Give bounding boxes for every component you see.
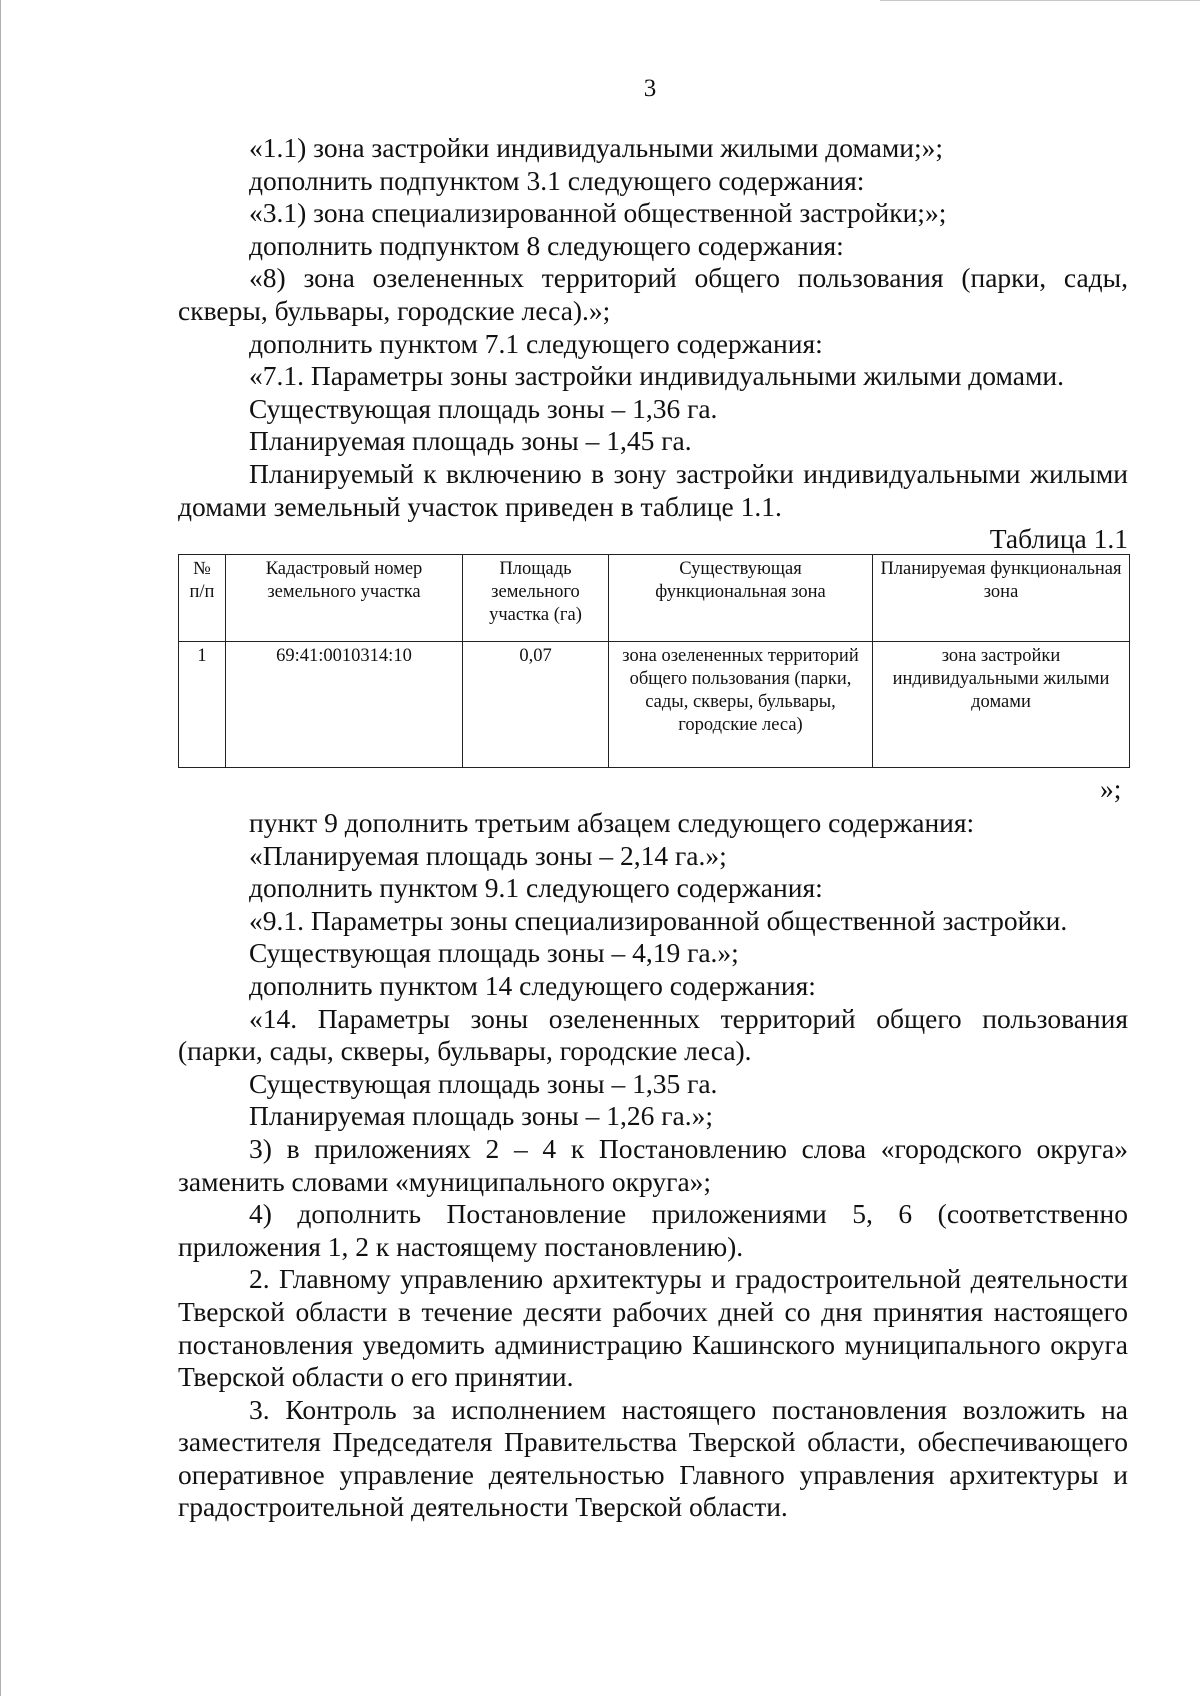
table-cell: 1 [179, 642, 226, 768]
table-cell: 69:41:0010314:10 [226, 642, 463, 768]
text-block-bottom [178, 807, 1128, 1524]
paragraph: Планируемая площадь зоны – 1,26 га.»; [249, 1100, 714, 1132]
paragraph: 3. Контроль за исполнением настоящего постановления возложить на заместителя Председателя Правительства Тверской области, обеспечивающего оперативное управление деятельностью Главного управления архитектуры и градостроительной деятельности Тверской области. [178, 1393, 1128, 1523]
paragraph: 2. Главному управлению архитектуры и градостроительной деятельности Тверской области в течение десяти рабочих дней со дня принятия настоящего постановления уведомить администрацию Кашинского муниципального округа Тверской области о его принятии. [178, 1263, 1128, 1393]
paragraph: «Планируемая площадь зоны – 2,14 га.»; [249, 839, 727, 871]
paragraph: дополнить пунктом 7.1 следующего содержания: [249, 327, 823, 359]
paragraph: «3.1) зона специализированной общественной застройки;»; [249, 197, 947, 229]
table-cell: зона застройки индивидуальными жилыми домами [873, 642, 1130, 768]
page-top-line [880, 0, 1200, 1]
paragraph: 4) дополнить Постановление приложениями 5, 6 (соответственно приложения 1, 2 к настоящему постановлению). [178, 1198, 1128, 1262]
paragraph: Планируемая площадь зоны – 1,45 га. [249, 425, 692, 457]
table-caption: Таблица 1.1 [989, 523, 1128, 555]
page-number: 3 [643, 75, 657, 102]
paragraph: «1.1) зона застройки индивидуальными жилыми домами;»; [249, 132, 944, 163]
paragraph: дополнить пунктом 14 следующего содержания: [249, 969, 816, 1001]
closing-quote: »; [1100, 773, 1122, 804]
table-cell: зона озелененных территорий общего пользования (парки, сады, скверы, бульвары, городские леса) [609, 642, 873, 768]
paragraph: «7.1. Параметры зоны застройки индивидуальными жилыми домами. [249, 360, 1064, 392]
column-header: № п/п [179, 555, 226, 642]
paragraph: Существующая площадь зоны – 1,35 га. [249, 1067, 718, 1099]
page-edge-line [0, 0, 1, 1696]
land-plot-table [178, 554, 1130, 768]
table-row [179, 642, 1130, 768]
paragraph: «9.1. Параметры зоны специализированной общественной застройки. [249, 904, 1068, 936]
paragraph: пункт 9 дополнить третьим абзацем следующего содержания: [249, 807, 975, 838]
paragraph: Планируемый к включению в зону застройки индивидуальными жилыми домами земельный участок приведен в таблице 1.1. [178, 457, 1128, 522]
column-header: Существующая функциональная зона [609, 555, 873, 642]
paragraph: дополнить пунктом 9.1 следующего содержания: [249, 872, 823, 904]
table-cell: 0,07 [463, 642, 609, 768]
text-block-top [178, 132, 1128, 556]
table-header-row [179, 555, 1130, 642]
column-header: Площадь земельного участка (га) [463, 555, 609, 642]
paragraph: «14. Параметры зоны озелененных территорий общего пользования (парки, сады, скверы, бульвары, городские леса). [178, 1002, 1128, 1067]
paragraph: Существующая площадь зоны – 1,36 га. [249, 392, 718, 424]
column-header: Кадастровый номер земельного участка [226, 555, 463, 642]
paragraph: Существующая площадь зоны – 4,19 га.»; [249, 937, 739, 969]
paragraph: «8) зона озелененных территорий общего пользования (парки, сады, скверы, бульвары, городские леса).»; [178, 262, 1128, 326]
paragraph: дополнить подпунктом 8 следующего содержания: [249, 229, 844, 261]
paragraph: 3) в приложениях 2 – 4 к Постановлению слова «городского округа» заменить словами «муниципального округа»; [178, 1132, 1128, 1197]
paragraph: дополнить подпунктом 3.1 следующего содержания: [249, 164, 865, 196]
column-header: Планируемая функциональная зона [873, 555, 1130, 642]
